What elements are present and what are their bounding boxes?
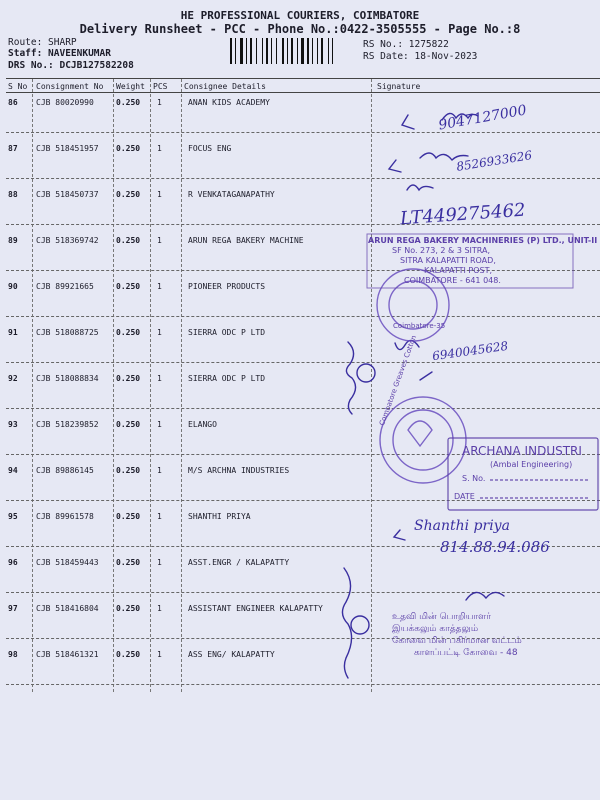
runsheet-title: Delivery Runsheet - PCC - Phone No.:0422-3505555 - Page No.:8 [79, 22, 521, 36]
handwritten-phone-91: 6940045628 [431, 338, 509, 364]
row-consignment: CJB 518459443 [36, 558, 99, 567]
barcode-bar [328, 38, 329, 64]
row-consignment: CJB 518416804 [36, 604, 99, 613]
bakery-stamp-line4: KALAPATTI POST, [424, 266, 493, 275]
row-weight: 0.250 [116, 420, 141, 429]
row-consignee: ASS ENG/ KALAPATTY [188, 650, 275, 659]
row-pcs: 1 [157, 282, 162, 291]
row-consignee: SHANTHI PRIYA [188, 512, 251, 521]
row-sno: 95 [8, 512, 18, 521]
row-consignment: CJB 89921665 [36, 282, 94, 291]
barcode-bar [256, 38, 257, 64]
archana-stamp-line1: ARCHANA INDUSTRI [462, 444, 582, 458]
row-weight: 0.250 [116, 190, 141, 199]
row-weight: 0.250 [116, 236, 141, 245]
row-weight: 0.250 [116, 466, 141, 475]
row-consignee: FOCUS ENG [188, 144, 232, 153]
kalapatty-stamp-line4: காளப்பட்டி கோவை - 48 [414, 648, 518, 658]
row-weight: 0.250 [116, 98, 141, 107]
row-pcs: 1 [157, 328, 162, 337]
row-consignee: ASSISTANT ENGINEER KALAPATTY [188, 604, 323, 613]
row-sno: 90 [8, 282, 18, 291]
row-divider [6, 132, 600, 133]
barcode-bar [301, 38, 304, 64]
archana-stamp-line3: S. No. [462, 474, 486, 483]
row-sno: 97 [8, 604, 18, 613]
row-weight: 0.250 [116, 328, 141, 337]
archana-stamp-line4: DATE [454, 492, 475, 501]
company-title: HE PROFESSIONAL COURIERS, COIMBATORE [180, 9, 420, 22]
row-consignment: CJB 518461321 [36, 650, 99, 659]
row-divider [6, 592, 600, 593]
col-header-sno: S No [8, 82, 28, 91]
rs-number: RS No.: 1275822 [363, 39, 449, 50]
row-pcs: 1 [157, 144, 162, 153]
col-divider [113, 79, 114, 692]
barcode-bar [321, 38, 323, 64]
staff-label: Staff: NAVEENKUMAR [8, 48, 111, 59]
row-divider [6, 684, 600, 685]
elango-stamp-ring [380, 397, 466, 483]
rs-date: RS Date: 18-Nov-2023 [363, 51, 478, 62]
barcode-bar [246, 38, 247, 64]
barcode-bar [276, 38, 277, 64]
circle-3-96-98 [351, 616, 369, 634]
row-consignee: ELANGO [188, 420, 217, 429]
col-header-pcs: PCS [153, 82, 168, 91]
barcode-bar [235, 38, 236, 64]
col-header-signature: Signature [377, 82, 421, 91]
row-divider [6, 178, 600, 179]
barcode-bar [250, 38, 252, 64]
row-consignment: CJB 518239852 [36, 420, 99, 429]
bakery-stamp-line1: ARUN REGA BAKERY MACHINERIES (P) LTD., UNIT-II [368, 236, 598, 245]
col-header-consignee: Consignee Details [184, 82, 266, 91]
col-divider [371, 79, 372, 692]
handwritten-phone-95: 814.88.94.086 [440, 538, 550, 556]
barcode-bar [291, 38, 293, 64]
signature-mark-86 [402, 115, 414, 129]
row-pcs: 1 [157, 420, 162, 429]
signature-scribble-88 [407, 185, 433, 190]
row-consignment: CJB 518451957 [36, 144, 99, 153]
row-pcs: 1 [157, 374, 162, 383]
elango-stamp-emblem [408, 421, 432, 446]
row-pcs: 1 [157, 466, 162, 475]
signature-dash-91 [420, 372, 432, 380]
kalapatty-stamp-line3: கோவை மின் பகிர்மான வட்டம் [392, 636, 522, 646]
barcode [230, 38, 354, 64]
brace-91-92 [346, 342, 355, 414]
row-pcs: 1 [157, 604, 162, 613]
barcode-bar [307, 38, 309, 64]
kalapatty-stamp-line1: உதவி மின் பொறியாளர் [392, 612, 491, 622]
row-sno: 89 [8, 236, 18, 245]
row-consignee: ANAN KIDS ACADEMY [188, 98, 270, 107]
row-sno: 87 [8, 144, 18, 153]
row-consignment: CJB 518450737 [36, 190, 99, 199]
handwritten-phone-88: LT449275462 [399, 199, 527, 230]
row-divider [6, 270, 600, 271]
row-sno: 86 [8, 98, 18, 107]
row-consignment: CJB 518088725 [36, 328, 99, 337]
barcode-bar [271, 38, 272, 64]
barcode-bar [317, 38, 318, 64]
row-consignment: CJB 80020990 [36, 98, 94, 107]
row-weight: 0.250 [116, 144, 141, 153]
signature-scribble-97 [466, 592, 504, 600]
row-sno: 98 [8, 650, 18, 659]
table-top-rule [6, 78, 600, 79]
barcode-bar [287, 38, 288, 64]
row-sno: 96 [8, 558, 18, 567]
row-consignment: CJB 518088834 [36, 374, 99, 383]
row-weight: 0.250 [116, 374, 141, 383]
col-header-consignment: Consignment No [36, 82, 104, 91]
row-weight: 0.250 [116, 282, 141, 291]
row-divider [6, 224, 600, 225]
handwritten-phone-86: 9047127000 [437, 102, 528, 134]
barcode-bar [230, 38, 232, 64]
signature-mark-87 [389, 160, 401, 172]
row-weight: 0.250 [116, 512, 141, 521]
barcode-bar [266, 38, 268, 64]
row-consignment: CJB 89961578 [36, 512, 94, 521]
row-divider [6, 316, 600, 317]
row-consignee: ASST.ENGR / KALAPATTY [188, 558, 290, 567]
row-weight: 0.250 [116, 558, 141, 567]
bakery-stamp-line3: SITRA KALAPATTI ROAD, [400, 256, 496, 265]
row-sno: 91 [8, 328, 18, 337]
row-divider [6, 408, 600, 409]
pioneer-stamp-text: Coimbatore-35 [393, 322, 446, 330]
col-divider [32, 79, 33, 692]
row-pcs: 1 [157, 650, 162, 659]
circle-2-91-92 [357, 364, 375, 382]
barcode-bar [297, 38, 298, 64]
drs-number: DRS No.: DCJB127582208 [8, 60, 134, 71]
row-sno: 88 [8, 190, 18, 199]
row-consignment: CJB 518369742 [36, 236, 99, 245]
barcode-bar [262, 38, 263, 64]
handwritten-phone-87: 8526933626 [455, 148, 533, 174]
row-consignee: ARUN REGA BAKERY MACHINE [188, 236, 304, 245]
bakery-stamp-line2: SF No. 273, 2 & 3 SITRA, [392, 246, 491, 255]
handwritten-name-95: Shanthi priya [414, 518, 510, 534]
signature-mark-95 [394, 530, 405, 540]
row-sno: 92 [8, 374, 18, 383]
archana-stamp-line2: (Ambal Engineering) [490, 460, 573, 469]
row-consignee: M/S ARCHNA INDUSTRIES [188, 466, 290, 475]
brace-96-98 [342, 568, 351, 678]
col-divider [181, 79, 182, 692]
row-weight: 0.250 [116, 650, 141, 659]
row-consignee: SIERRA ODC P LTD [188, 328, 266, 337]
barcode-bar [282, 38, 284, 64]
row-pcs: 1 [157, 98, 162, 107]
kalapatty-stamp-line2: இயக்கலும் காத்தலும் [392, 624, 479, 634]
row-pcs: 1 [157, 512, 162, 521]
row-divider [6, 500, 600, 501]
route-label: Route: SHARP [8, 37, 77, 48]
row-consignment: CJB 89886145 [36, 466, 94, 475]
row-consignee: SIERRA ODC P LTD [188, 374, 266, 383]
row-consignee: R VENKATAGANAPATHY [188, 190, 275, 199]
row-weight: 0.250 [116, 604, 141, 613]
elango-stamp-inner [393, 410, 453, 470]
row-sno: 94 [8, 466, 18, 475]
col-divider [150, 79, 151, 692]
row-pcs: 1 [157, 190, 162, 199]
col-header-weight: Weight [116, 82, 145, 91]
row-sno: 93 [8, 420, 18, 429]
row-divider [6, 362, 600, 363]
table-header-rule [6, 92, 600, 93]
bakery-stamp-line5: COIMBATORE - 641 048. [404, 276, 501, 285]
barcode-bar [312, 38, 313, 64]
barcode-bar [332, 38, 333, 64]
barcode-bar [240, 38, 243, 64]
row-pcs: 1 [157, 558, 162, 567]
elango-stamp-text: Combatore Greaves Cotton [378, 334, 419, 427]
row-consignee: PIONEER PRODUCTS [188, 282, 266, 291]
row-pcs: 1 [157, 236, 162, 245]
